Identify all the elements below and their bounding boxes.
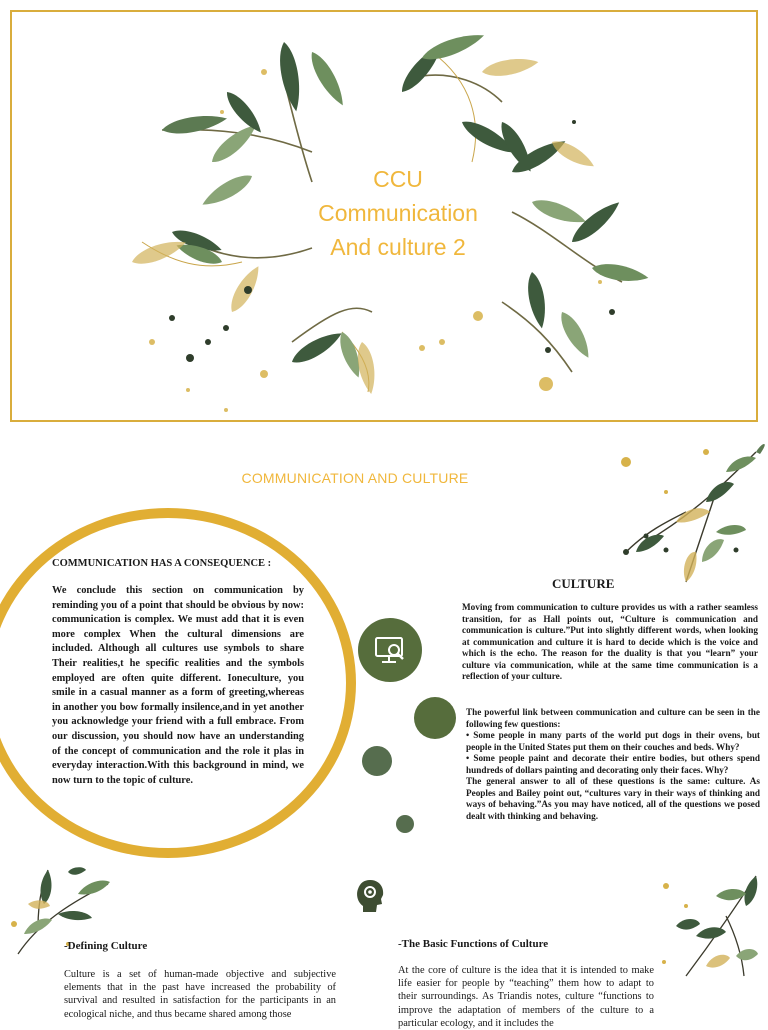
head-gear-icon	[354, 878, 386, 914]
functions-text: At the core of culture is the idea that it is intended to make life easier for people by “teaching” them how to adapt to their surroundings. As Triandis notes, culture “functions to improve the adaptation of members of the culture to a particular ecology, and it includes the	[398, 965, 654, 1029]
culture-title: CULTURE	[552, 576, 615, 591]
consequence-title: COMMUNICATION HAS A CONSEQUENCE :	[52, 558, 272, 569]
decor-dot	[414, 697, 456, 739]
culture-text: Moving from communication to culture provides us with a rather seamless transition, for as Hall points out, “Culture is communication and communication is culture.”Put into slightly different words, when looking at communication and culture it is hard to decide which is the voice and which is the echo. The reason for the duality is that you “learn” your culture via communication, while at the same time communication is a reflection of your culture.	[462, 602, 758, 681]
slide-title	[282, 162, 514, 264]
functions-title: -The Basic Functions of Culture	[398, 938, 549, 950]
monitor-search-icon	[358, 618, 422, 682]
link-paragraph: • Some people paint and decorate their entire bodies, but others spend hundreds of dollars painting and decorating only their faces. Why?	[466, 753, 760, 775]
title-line-1: CCU	[373, 166, 423, 192]
link-paragraph: • Some people in many parts of the world put dogs in their ovens, but people in the United States put them on their couches and beds. Why?	[466, 730, 760, 752]
decor-dot	[396, 815, 414, 833]
leaf-branch-icon	[606, 432, 766, 596]
leaf-branch-icon	[656, 866, 766, 988]
decor-dot	[362, 746, 392, 776]
section-heading: COMMUNICATION AND CULTURE	[241, 470, 469, 486]
title-line-2: Communication	[318, 200, 478, 226]
link-text	[466, 707, 760, 822]
link-paragraph: The powerful link between communication and culture can be seen in the following few questions:	[466, 707, 760, 729]
link-paragraph: The general answer to all of these questions is the same: culture. As Peoples and Bailey point out, “cultures vary in their ways of thinking and ways of behaving.”As you may have noticed, all of the questions we posed dealt with thinking and behaving.	[466, 776, 760, 821]
defining-culture-text: Culture is a set of human-made objective and subjective elements that in the past have increased the probability of survival and resulted in satisfaction for the participants in an ecological niche, and thus became shared among those	[64, 969, 336, 1020]
defining-culture-title: -Defining Culture	[64, 940, 148, 952]
title-line-3: And culture 2	[330, 234, 466, 260]
consequence-text: We conclude this section on communication by reminding you of a point that should be obvious by now: communication is complex. We must add that it is even more complex When the cultural dimensions are included. Although all cultures use symbols to share Their realities,t he specific realities and the symbols employed are often quite different. Ioneculture, you smile in a casual manner as a form of greeting,whereas in another you bow formally insilence,and in yet another you acknowledge your friend with a full embrace. From our discussion, you should now have an understanding of the concept of communication and the role it plas in everyday interaction.With this background in mind, we now turn to the topic of culture.	[52, 585, 304, 786]
title-slide	[10, 10, 758, 422]
